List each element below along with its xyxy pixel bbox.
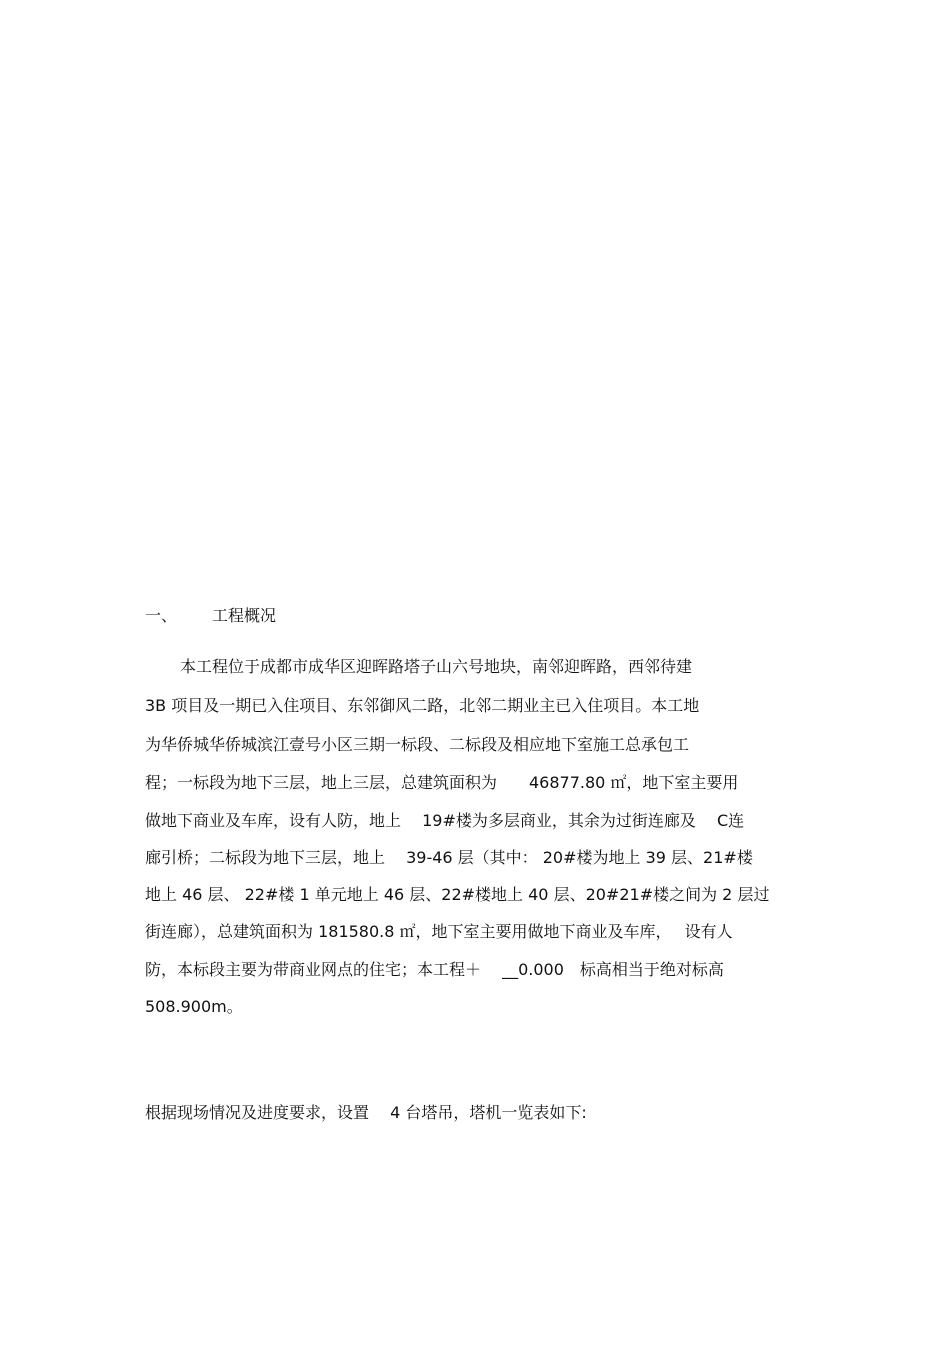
paragraph-line: 防，本标段主要为带商业网点的住宅；本工程＋ __0.000 标高相当于绝对标高 bbox=[145, 960, 724, 979]
paragraph-line: 地上 46 层、 22#楼 1 单元地上 46 层、22#楼地上 40 层、20#21#楼之间为 2 层过 bbox=[145, 885, 770, 904]
paragraph-line: 廊引桥；二标段为地下三层，地上 39-46 层（其中： 20#楼为地上 39 层、21#楼 bbox=[145, 848, 753, 867]
section-heading bbox=[145, 604, 276, 628]
paragraph-line: 程；一标段为地下三层，地上三层，总建筑面积为 46877.80 ㎡，地下室主要用 bbox=[145, 773, 739, 792]
paragraph-line: 本工程位于成都市成华区迎晖路塔子山六号地块，南邻迎晖路，西邻待建 bbox=[180, 657, 693, 676]
paragraph-line: 3B 项目及一期已入住项目、东邻御风二路，北邻二期业主已入住项目。本工地 bbox=[145, 696, 700, 715]
paragraph-line: 508.900m。 bbox=[145, 997, 243, 1016]
section-number: 一、 bbox=[145, 606, 178, 625]
paragraph-line: 街连廊），总建筑面积为 181580.8 ㎡，地下室主要用做地下商业及车库， 设有人 bbox=[145, 922, 733, 941]
section-title: 工程概况 bbox=[212, 606, 277, 625]
closing-sentence: 根据现场情况及进度要求，设置 4 台塔吊，塔机一览表如下: bbox=[145, 1103, 587, 1122]
paragraph-line: 为华侨城华侨城滨江壹号小区三期一标段、二标段及相应地下室施工总承包工 bbox=[145, 735, 690, 754]
paragraph-line: 做地下商业及车库，设有人防，地上 19#楼为多层商业，其余为过街连廊及 C连 bbox=[145, 811, 745, 830]
